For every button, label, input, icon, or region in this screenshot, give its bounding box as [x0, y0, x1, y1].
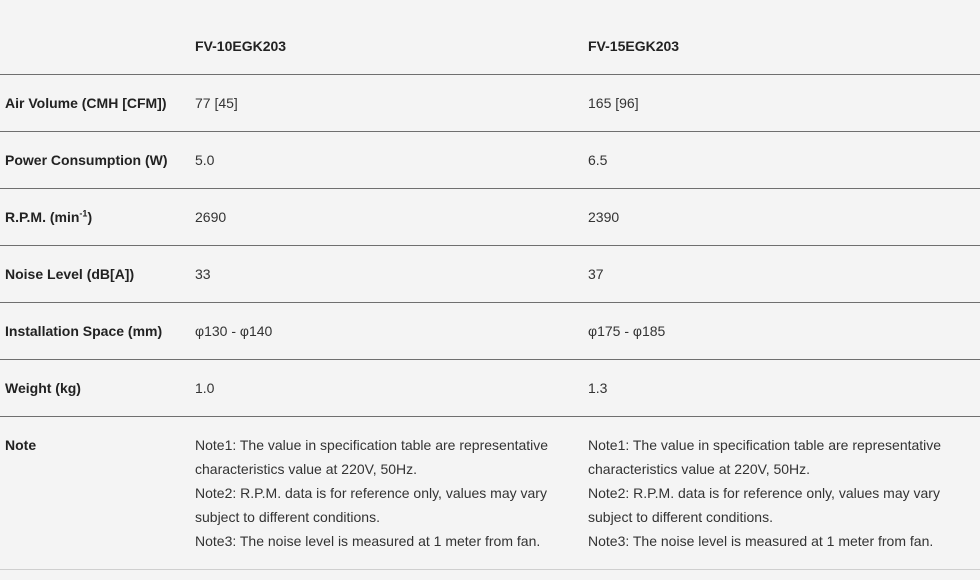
installation-space-value-1: φ130 - φ140: [195, 323, 273, 339]
installation-space-value-2: φ175 - φ185: [588, 323, 666, 339]
noise-level-value-1: 33: [195, 266, 211, 282]
note-text-2: [588, 433, 968, 553]
row-label-note: Note: [5, 437, 37, 453]
power-consumption-value-1: 5.0: [195, 152, 215, 168]
weight-value-2: 1.3: [588, 380, 608, 396]
note-line: subject to different conditions.: [588, 509, 773, 525]
note-line: characteristics value at 220V, 50Hz.: [195, 461, 418, 477]
rpm-value-1: 2690: [195, 209, 227, 225]
model-2-heading: FV-15EGK203: [588, 38, 680, 54]
note-line: Note1: The value in specification table are representative: [588, 437, 942, 453]
note-line: Note3: The noise level is measured at 1 meter from fan.: [195, 533, 541, 549]
rpm-label-main: R.P.M. (min: [5, 209, 80, 225]
rpm-label-end: ): [87, 209, 93, 225]
rpm-value-2: 2390: [588, 209, 620, 225]
note-line: Note2: R.P.M. data is for reference only, values may vary: [588, 485, 940, 501]
note-line: characteristics value at 220V, 50Hz.: [588, 461, 811, 477]
note-text-1: [195, 433, 575, 553]
weight-value-1: 1.0: [195, 380, 215, 396]
table-row: [0, 303, 980, 360]
note-line: subject to different conditions.: [195, 509, 380, 525]
table-row: [0, 132, 980, 189]
table-header-row: [0, 0, 980, 75]
row-label-rpm: [5, 205, 92, 229]
table-row: [0, 189, 980, 246]
row-label-noise-level: Noise Level (dB[A]): [5, 266, 135, 282]
row-label-air-volume: Air Volume (CMH [CFM]): [5, 95, 167, 111]
air-volume-value-1: 77 [45]: [195, 95, 238, 111]
table-row: [0, 75, 980, 132]
rpm-label-superscript: -1: [79, 208, 88, 219]
row-label-weight: Weight (kg): [5, 380, 81, 396]
model-1-heading: FV-10EGK203: [195, 38, 287, 54]
note-line: Note2: R.P.M. data is for reference only, values may vary: [195, 485, 547, 501]
note-row: [0, 417, 980, 570]
note-line: Note1: The value in specification table are representative: [195, 437, 549, 453]
power-consumption-value-2: 6.5: [588, 152, 608, 168]
table-row: [0, 360, 980, 417]
note-line: Note3: The noise level is measured at 1 meter from fan.: [588, 533, 934, 549]
noise-level-value-2: 37: [588, 266, 604, 282]
row-label-installation-space: Installation Space (mm): [5, 323, 163, 339]
air-volume-value-2: 165 [96]: [588, 95, 639, 111]
table-row: [0, 246, 980, 303]
row-label-power-consumption: Power Consumption (W): [5, 152, 168, 168]
